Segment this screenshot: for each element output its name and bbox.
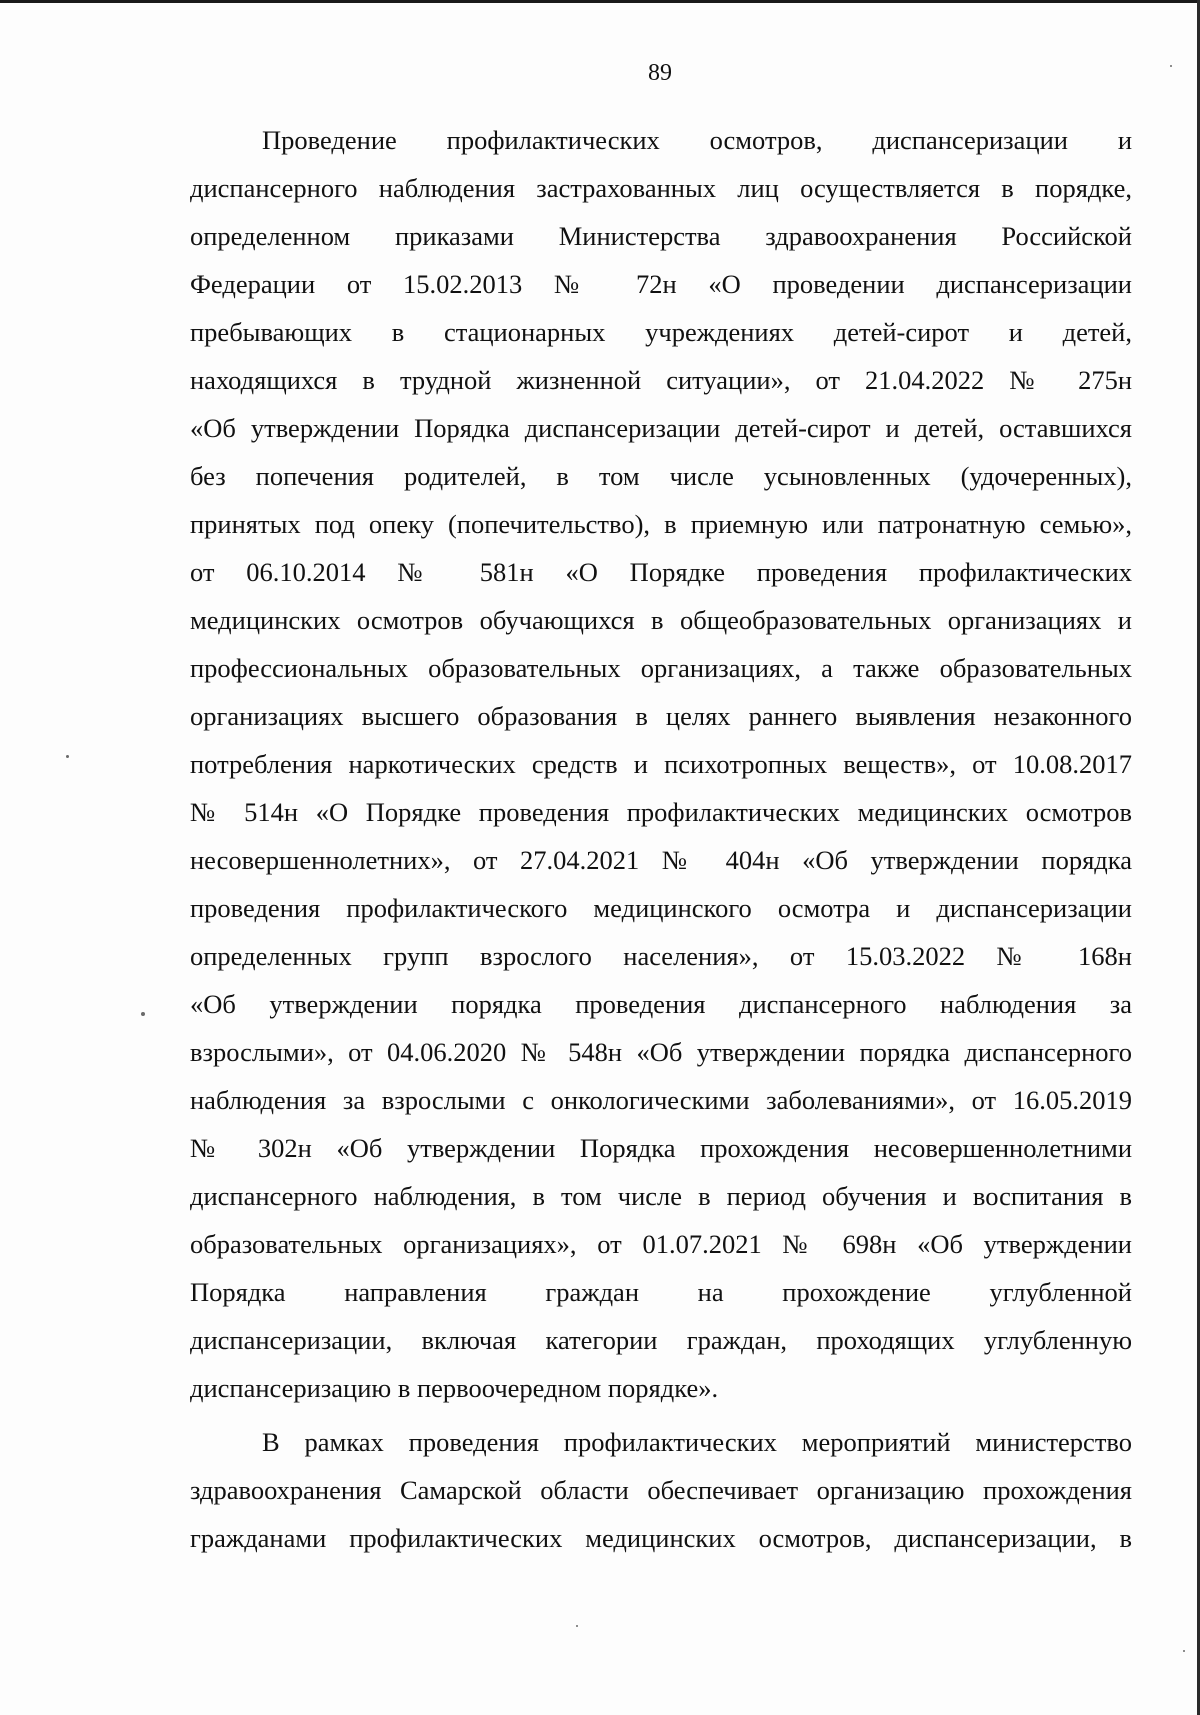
text-line: определенном приказами Министерства здравоохранения Российской: [190, 221, 1132, 251]
text-line: диспансерного наблюдения, в том числе в период обучения и воспитания в: [190, 1181, 1132, 1211]
document-body: [190, 116, 1132, 1562]
text-line: несовершеннолетних», от 27.04.2021 № 404н «Об утверждении порядка: [190, 845, 1132, 875]
text-line: потребления наркотических средств и психотропных веществ», от 10.08.2017: [190, 749, 1132, 779]
scan-edge-top: [0, 0, 1200, 3]
text-line: «Об утверждении порядка проведения диспансерного наблюдения за: [190, 989, 1132, 1019]
text-line: находящихся в трудной жизненной ситуации», от 21.04.2022 № 275н: [190, 365, 1132, 395]
text-line: Порядка направления граждан на прохождение углубленной: [190, 1277, 1132, 1307]
text-line: образовательных организациях», от 01.07.2021 № 698н «Об утверждении: [190, 1229, 1132, 1259]
paragraph-1: [190, 116, 1132, 1412]
text-line: проведения профилактического медицинского осмотра и диспансеризации: [190, 893, 1132, 923]
text-line: принятых под опеку (попечительство), в приемную или патронатную семью»,: [190, 509, 1132, 539]
text-line: «Об утверждении Порядка диспансеризации детей-сирот и детей, оставшихся: [190, 413, 1132, 443]
scan-speck: [66, 755, 69, 758]
text-line: организациях высшего образования в целях раннего выявления незаконного: [190, 701, 1132, 731]
scan-speck: [576, 1625, 578, 1627]
text-line: Проведение профилактических осмотров, диспансеризации и: [262, 125, 1132, 155]
text-line: № 302н «Об утверждении Порядка прохождения несовершеннолетними: [190, 1133, 1132, 1163]
text-line: взрослыми», от 04.06.2020 № 548н «Об утверждении порядка диспансерного: [190, 1037, 1132, 1067]
text-line: № 514н «О Порядке проведения профилактических медицинских осмотров: [190, 797, 1132, 827]
text-line: от 06.10.2014 № 581н «О Порядке проведения профилактических: [190, 557, 1132, 587]
page-number: 89: [648, 60, 672, 86]
scan-speck: [141, 1012, 145, 1016]
scan-speck: [1170, 65, 1172, 67]
text-line: наблюдения за взрослыми с онкологическими заболеваниями», от 16.05.2019: [190, 1085, 1132, 1115]
text-line: профессиональных образовательных организациях, а также образовательных: [190, 653, 1132, 683]
text-line: диспансерного наблюдения застрахованных лиц осуществляется в порядке,: [190, 173, 1132, 203]
text-line: определенных групп взрослого населения», от 15.03.2022 № 168н: [190, 941, 1132, 971]
paragraph-2: [190, 1418, 1132, 1562]
text-line: гражданами профилактических медицинских осмотров, диспансеризации, в: [190, 1523, 1132, 1553]
text-line: медицинских осмотров обучающихся в общеобразовательных организациях и: [190, 605, 1132, 635]
text-line: В рамках проведения профилактических мероприятий министерство: [262, 1427, 1132, 1457]
text-line: Федерации от 15.02.2013 № 72н «О проведении диспансеризации: [190, 269, 1132, 299]
text-line: диспансеризации, включая категории граждан, проходящих углубленную: [190, 1325, 1132, 1355]
text-line: без попечения родителей, в том числе усыновленных (удочеренных),: [190, 461, 1132, 491]
text-line: пребывающих в стационарных учреждениях детей-сирот и детей,: [190, 317, 1132, 347]
text-line: диспансеризацию в первоочередном порядке».: [190, 1373, 719, 1403]
text-line: здравоохранения Самарской области обеспечивает организацию прохождения: [190, 1475, 1132, 1505]
scan-speck: [1183, 1650, 1185, 1652]
